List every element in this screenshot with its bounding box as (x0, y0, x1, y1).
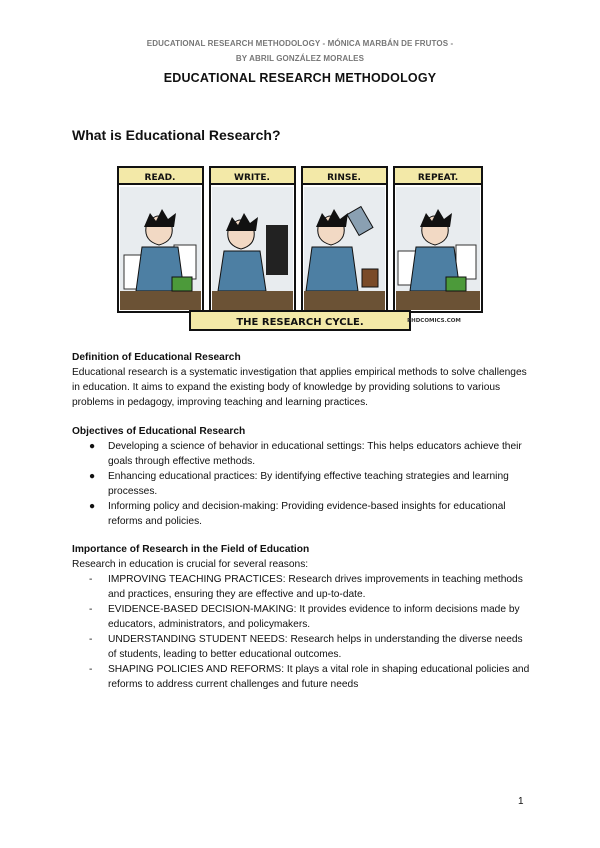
document-title: EDUCATIONAL RESEARCH METHODOLOGY (163, 71, 437, 85)
importance-section (72, 542, 532, 692)
panel-label: RINSE. (327, 173, 361, 183)
research-cycle-comic (116, 165, 486, 332)
list-item: ● Developing a science of behavior in educational settings: This helps educators achieve their goals through effective methods. (89, 441, 522, 467)
importance-heading: Importance of Research in the Field of Education (72, 544, 310, 555)
definition-section (72, 350, 532, 410)
objectives-heading: Objectives of Educational Research (72, 426, 246, 437)
list-item: - UNDERSTANDING STUDENT NEEDS: Research helps in understanding the diverse needs of students, leading to better educational outcomes. (89, 634, 523, 660)
page-number: 1 (518, 796, 524, 807)
importance-list (72, 572, 532, 692)
bullet-icon: ● (89, 441, 96, 452)
bullet-icon: ● (89, 471, 96, 482)
dash-marker: - (89, 574, 93, 585)
list-item: - IMPROVING TEACHING PRACTICES: Research drives improvements in teaching methods and practices, ensuring they are effective and up-to-date. (89, 574, 523, 600)
running-header-line-1: EDUCATIONAL RESEARCH METHODOLOGY - MÓNICA MARBÁN DE FRUTOS - (146, 39, 454, 48)
list-item: - SHAPING POLICIES AND REFORMS: It plays a vital role in shaping educational policies and reforms to address current challenges and future needs (89, 664, 530, 690)
running-header-line-2: BY ABRIL GONZÁLEZ MORALES (235, 54, 365, 63)
comic-panel-rinse (302, 167, 387, 312)
comic-panel-write (210, 167, 295, 312)
definition-body: Educational research is a systematic investigation that applies empirical methods to solve challenges in education. It aims to expand the existing body of knowledge by providing solutions to various problems in pedagogy, improving teaching and learning practices. (72, 367, 527, 408)
definition-heading: Definition of Educational Research (72, 352, 241, 363)
dash-marker: - (89, 604, 93, 615)
panel-label: REPEAT. (417, 173, 459, 183)
panel-label: WRITE. (234, 173, 270, 183)
objectives-list (72, 439, 532, 529)
list-item: ● Enhancing educational practices: By identifying effective teaching strategies and learning processes. (89, 471, 509, 497)
bullet-icon: ● (89, 501, 96, 512)
comic-panel-repeat (394, 167, 482, 312)
comic-credit: PHDCOMICS.COM (407, 318, 461, 324)
importance-intro: Research in education is crucial for several reasons: (72, 559, 309, 570)
comic-panel-read (118, 167, 203, 312)
section-title: What is Educational Research? (72, 127, 281, 143)
comic-caption: THE RESEARCH CYCLE. (236, 317, 364, 328)
list-item: - EVIDENCE-BASED DECISION-MAKING: It provides evidence to inform decisions made by educators, administrators, and policymakers. (89, 604, 520, 630)
dash-marker: - (89, 664, 93, 675)
dash-marker: - (89, 634, 93, 645)
panel-label: READ. (144, 173, 176, 183)
list-item: ● Informing policy and decision-making: Providing evidence-based insights for educational reforms and policies. (89, 501, 506, 527)
objectives-section (72, 424, 532, 529)
